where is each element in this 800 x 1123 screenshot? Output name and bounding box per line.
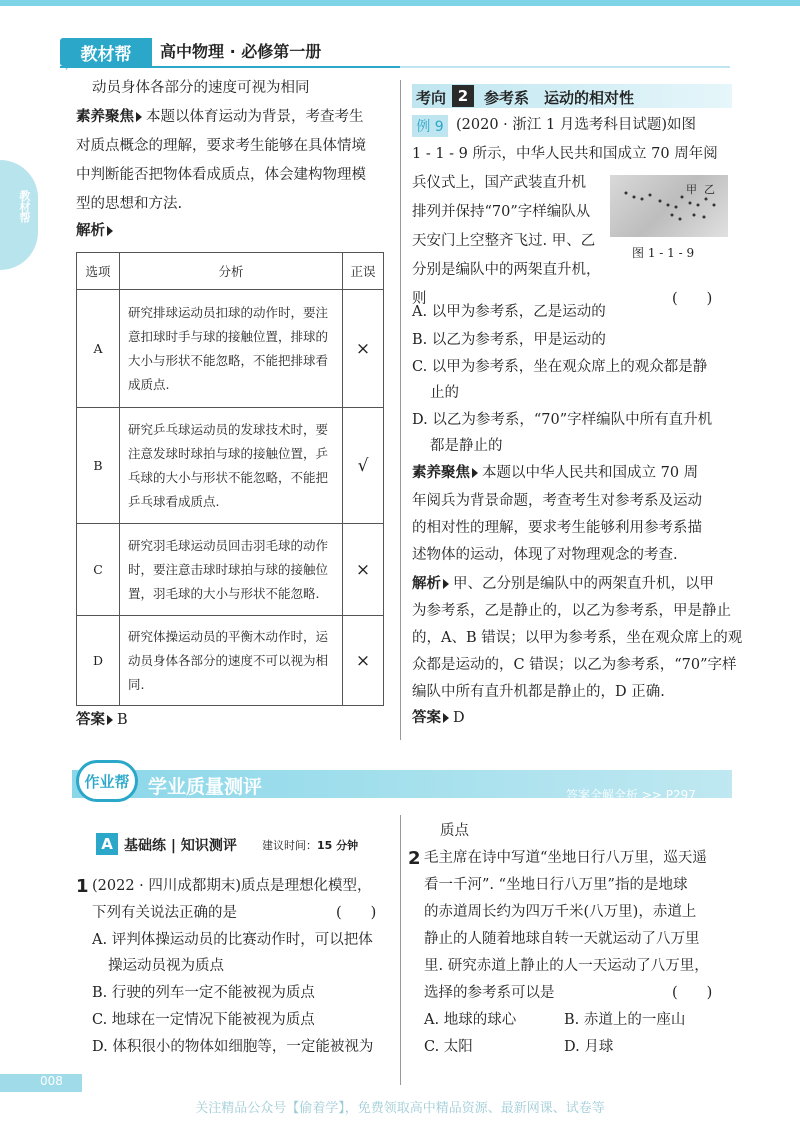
row-option: B: [77, 408, 120, 524]
jiexi-heading: 解析: [76, 217, 117, 246]
example-line: 兵仪式上，国产武装直升机: [412, 175, 586, 191]
q1-option-a: A. 评判体操运动员的比赛动作时，可以把体: [92, 932, 373, 948]
row-analysis: 研究排球运动员扣球的动作时，要注意扣球时手与球的接触位置，排球的大小与形状不能忽略，不能把排球看成质点.: [120, 290, 343, 408]
q1-number: 1: [76, 876, 89, 897]
jiexi-right-line: 众都是运动的，C 错误；以乙为参考系，“70”字样: [412, 657, 737, 673]
example-tag: 例 9: [412, 115, 448, 137]
option-c-cont: 止的: [430, 385, 459, 401]
suyang-right-line: 述物体的运动，体现了对物理观念的考查.: [412, 547, 678, 563]
suyang-label: 素养聚焦: [76, 109, 134, 125]
table-row: [77, 616, 384, 706]
row-option: D: [77, 616, 120, 706]
example-line: 分别是编队中的两架直升机，: [412, 262, 601, 278]
arrow-icon: [107, 715, 113, 725]
kaoxiang-number: 2: [452, 85, 474, 107]
suyang-right-line: 的相对性的理解，要求考生能够利用参考系描: [412, 520, 702, 536]
q2-cont: 质点: [440, 823, 469, 839]
q1-line: (2022 · 四川成都期末)质点是理想化模型，: [92, 878, 372, 894]
example-line: 则: [412, 291, 427, 307]
q2-line: 静止的人随着地球自转一天就运动了八万里: [424, 931, 700, 947]
q2-line: 看一千河”. “坐地日行八万里”指的是地球: [424, 877, 688, 893]
arrow-icon: [136, 112, 142, 122]
banner-badge: 作业帮: [76, 760, 138, 802]
page-number: 008: [40, 1074, 63, 1088]
helicopter-photo: [610, 175, 728, 237]
q2-number: 2: [408, 848, 421, 869]
row-result: ×: [343, 290, 384, 408]
q2-option-a: A. 地球的球心: [424, 1012, 517, 1028]
q2-option-b: B. 赤道上的一座山: [564, 1012, 686, 1028]
table-header-row: [77, 253, 384, 290]
top-strip: [0, 0, 800, 6]
column-divider-lower: [400, 815, 401, 1085]
q1-line: 下列有关说法正确的是: [92, 905, 237, 921]
suyang-line-1: 素养聚焦 本题以体育运动为背景，考查考生: [76, 109, 364, 125]
figure-label-yi: 乙: [704, 183, 715, 196]
suyang-right-line-1: 素养聚焦 本题以中华人民共和国成立 70 周: [412, 465, 699, 481]
row-option: C: [77, 524, 120, 616]
answer-ref-link[interactable]: 答案全解全析 >> P297: [566, 788, 696, 802]
row-result: ×: [343, 616, 384, 706]
suyang-line-2: 对质点概念的理解，要求考生能够在具体情境: [76, 138, 366, 154]
header-rule: [60, 66, 400, 68]
section-a-title: 基础练 | 知识测评: [124, 838, 237, 854]
arrow-icon: [443, 713, 449, 723]
q2-option-c: C. 太阳: [424, 1039, 473, 1055]
table-header: 选项: [77, 253, 120, 290]
answer-paren: ( ): [672, 291, 713, 307]
q1-option-b: B. 行驶的列车一定不能被视为质点: [92, 985, 315, 1001]
arrow-icon: [107, 226, 113, 236]
row-result: √: [343, 408, 384, 524]
option-d: D. 以乙为参考系，“70”字样编队中所有直升机: [412, 412, 713, 428]
table-row: [77, 524, 384, 616]
q2-line: 毛主席在诗中写道“坐地日行八万里，巡天遥: [424, 850, 707, 866]
example-line: 排列并保持“70”字样编队从: [412, 204, 591, 220]
jiexi-right-line: 为参考系，乙是静止的，以乙为参考系，甲是静止: [412, 603, 731, 619]
section-a-letter: A: [96, 833, 118, 855]
row-analysis: 研究乒乓球运动员的发球技术时，要注意发球时球拍与球的接触位置，乒乓球的大小与形状不能忽略，不能把乒乓球看成质点.: [120, 408, 343, 524]
side-tab: [0, 160, 38, 270]
jiexi-right-line: 的，A、B 错误；以甲为参考系，坐在观众席上的观: [412, 630, 743, 646]
answer-left: 答案 B: [76, 712, 128, 728]
header-title: 高中物理 · 必修第一册: [160, 42, 322, 61]
table-header: 正误: [343, 253, 384, 290]
option-b: B. 以乙为参考系，甲是运动的: [412, 332, 606, 348]
table-header: 分析: [120, 253, 343, 290]
suyang-right-line: 年阅兵为背景命题，考查考生对参考系及运动: [412, 493, 702, 509]
row-option: A: [77, 290, 120, 408]
q2-line: 里. 研究赤道上静止的人一天运动了八万里，: [424, 958, 709, 974]
row-analysis: 研究体操运动员的平衡木动作时，运动员身体各部分的速度不可以视为相同.: [120, 616, 343, 706]
arrow-icon: [472, 468, 478, 478]
example-line: 1 - 1 - 9 所示，中华人民共和国成立 70 周年阅: [412, 146, 718, 162]
analysis-table: [76, 252, 384, 706]
header-tag: 教材帮: [60, 38, 152, 66]
suyang-line-4: 型的思想和方法.: [76, 196, 183, 212]
column-divider: [400, 80, 401, 740]
q1-paren: ( ): [336, 905, 377, 921]
kaoxiang-title: 参考系 运动的相对性: [484, 89, 635, 107]
example-line: 天安门上空整齐飞过. 甲、乙: [412, 233, 596, 249]
option-a: A. 以甲为参考系，乙是运动的: [412, 304, 606, 320]
table-row: [77, 408, 384, 524]
example-line: (2020 · 浙江 1 月选考科目试题)如图: [456, 117, 696, 133]
footer-text: 关注精品公众号【偷着学】，免费领取高中精品资源、最新网课、试卷等: [195, 1101, 605, 1116]
suyang-line-3: 中判断能否把物体看成质点，体会建构物理模: [76, 167, 366, 183]
answer-right: 答案 D: [412, 710, 465, 726]
side-tab-label: 教材帮: [18, 190, 31, 223]
continuation-line: 动员身体各部分的速度可视为相同: [92, 80, 310, 96]
q1-option-d: D. 体积很小的物体如细胞等，一定能被视为: [92, 1039, 374, 1055]
suggested-time: 建议时间：15 分钟: [262, 839, 359, 852]
jiexi-right-line: 编队中所有直升机都是静止的，D 正确.: [412, 684, 665, 700]
q1-option-a-cont: 操运动员视为质点: [108, 958, 224, 974]
option-c: C. 以甲为参考系，坐在观众席上的观众都是静: [412, 359, 708, 375]
q2-option-d: D. 月球: [564, 1039, 614, 1055]
jiexi-right-line-1: 解析 甲、乙分别是编队中的两架直升机，以甲: [412, 576, 714, 592]
q1-option-c: C. 地球在一定情况下能被视为质点: [92, 1012, 315, 1028]
arrow-icon: [443, 579, 449, 589]
figure-caption: 图 1 - 1 - 9: [632, 246, 695, 260]
figure-label-jia: 甲: [686, 183, 697, 196]
q2-paren: ( ): [672, 985, 713, 1001]
q2-line: 选择的参考系可以是: [424, 985, 555, 1001]
banner-title: 学业质量测评: [148, 776, 263, 798]
q2-line: 的赤道周长约为四万千米(八万里)，赤道上: [424, 904, 697, 920]
row-analysis: 研究羽毛球运动员回击羽毛球的动作时，要注意击球时球拍与球的接触位置，羽毛球的大小与形状不能忽略.: [120, 524, 343, 616]
kaoxiang-label: 考向: [416, 89, 447, 107]
row-result: ×: [343, 524, 384, 616]
table-row: [77, 290, 384, 408]
option-d-cont: 都是静止的: [430, 438, 503, 454]
header-rule-light: [400, 66, 730, 68]
